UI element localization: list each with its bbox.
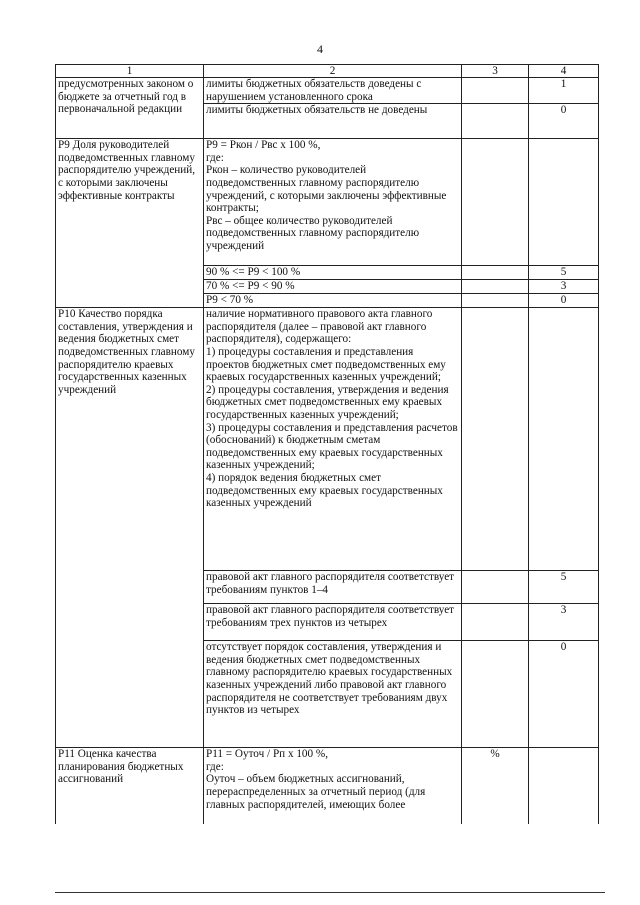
header-col-1: 1 <box>56 65 204 78</box>
criterion-cell: 70 % <= P9 < 90 % <box>204 280 462 294</box>
criterion-cell: 90 % <= P9 < 100 % <box>204 266 462 280</box>
header-col-4: 4 <box>529 65 599 78</box>
unit-cell <box>462 571 529 604</box>
criterion-cell: отсутствует порядок составления, утверждения и ведения бюджетных смет подведомственных главному распорядителю краевых государственных казенных учреждений либо правовой акт главного распорядителя не соответствует требованиям двух пунктов из четырех <box>204 641 462 748</box>
points-cell <box>529 748 599 825</box>
page-bottom-rule <box>55 892 605 893</box>
indicator-cell: предусмотренных законом о бюджете за отчетный год в первоначальной редакции <box>56 78 204 139</box>
points-cell: 0 <box>529 641 599 748</box>
table-row <box>56 78 599 104</box>
unit-cell <box>462 78 529 104</box>
page-number: 4 <box>317 42 323 56</box>
points-cell: 0 <box>529 294 599 308</box>
points-cell: 0 <box>529 104 599 139</box>
criterion-cell: лимиты бюджетных обязательств доведены с нарушением установленного срока <box>204 78 462 104</box>
unit-cell <box>462 294 529 308</box>
criterion-cell: правовой акт главного распорядителя соответствует требованиям трех пунктов из четырех <box>204 604 462 641</box>
criterion-cell: лимиты бюджетных обязательств не доведены <box>204 104 462 139</box>
unit-cell <box>462 308 529 571</box>
unit-cell <box>462 266 529 280</box>
unit-cell <box>462 641 529 748</box>
indicator-cell: P11 Оценка качества планирования бюджетных ассигнований <box>56 748 204 825</box>
table-row <box>56 308 599 571</box>
points-cell: 3 <box>529 280 599 294</box>
points-cell <box>529 308 599 571</box>
unit-cell <box>462 280 529 294</box>
header-col-2: 2 <box>204 65 462 78</box>
unit-cell: % <box>462 748 529 825</box>
unit-cell <box>462 139 529 266</box>
unit-cell <box>462 104 529 139</box>
formula-cell: P9 = Ркон / Рвс х 100 %, где: Ркон – количество руководителей подведомственных главному распорядителю учреждений, с которыми заключены эффективные контракты; Рвс – общее количество руководителей подведомственных главному распорядителю учреждений <box>204 139 462 266</box>
indicator-cell: P10 Качество порядка составления, утверждения и ведения бюджетных смет подведомственных главному распорядителю краевых государственных казенных учреждений <box>56 308 204 748</box>
table-row <box>56 139 599 266</box>
unit-cell <box>462 604 529 641</box>
points-cell <box>529 139 599 266</box>
table-row <box>56 748 599 825</box>
criteria-table <box>55 64 599 824</box>
header-col-3: 3 <box>462 65 529 78</box>
points-cell: 1 <box>529 78 599 104</box>
description-cell: наличие нормативного правового акта главного распорядителя (далее – правовой акт главного распорядителя), содержащего: 1) процедуры составления и представления проектов бюджетных смет подведомственных ему краевых государственных казенных учреждений; 2) процедуры составления, утверждения и ведения бюджетных смет подведомственных ему краевых государственных казенных учреждений; 3) процедуры составления и представления расчетов (обоснований) к бюджетным сметам подведомственных ему краевых государственных казенных учреждений; 4) порядок ведения бюджетных смет подведомственных ему краевых государственных казенных учреждений <box>204 308 462 571</box>
points-cell: 5 <box>529 266 599 280</box>
table-header-row <box>56 65 599 78</box>
formula-cell: P11 = Оуточ / Рп х 100 %, где: Оуточ – объем бюджетных ассигнований, перераспределенных за отчетный период (для главных распорядителей, имеющих более <box>204 748 462 825</box>
points-cell: 3 <box>529 604 599 641</box>
criterion-cell: P9 < 70 % <box>204 294 462 308</box>
indicator-cell: P9 Доля руководителей подведомственных главному распорядителю учреждений, с которыми заключены эффективные контракты <box>56 139 204 308</box>
criterion-cell: правовой акт главного распорядителя соответствует требованиям пунктов 1–4 <box>204 571 462 604</box>
points-cell: 5 <box>529 571 599 604</box>
